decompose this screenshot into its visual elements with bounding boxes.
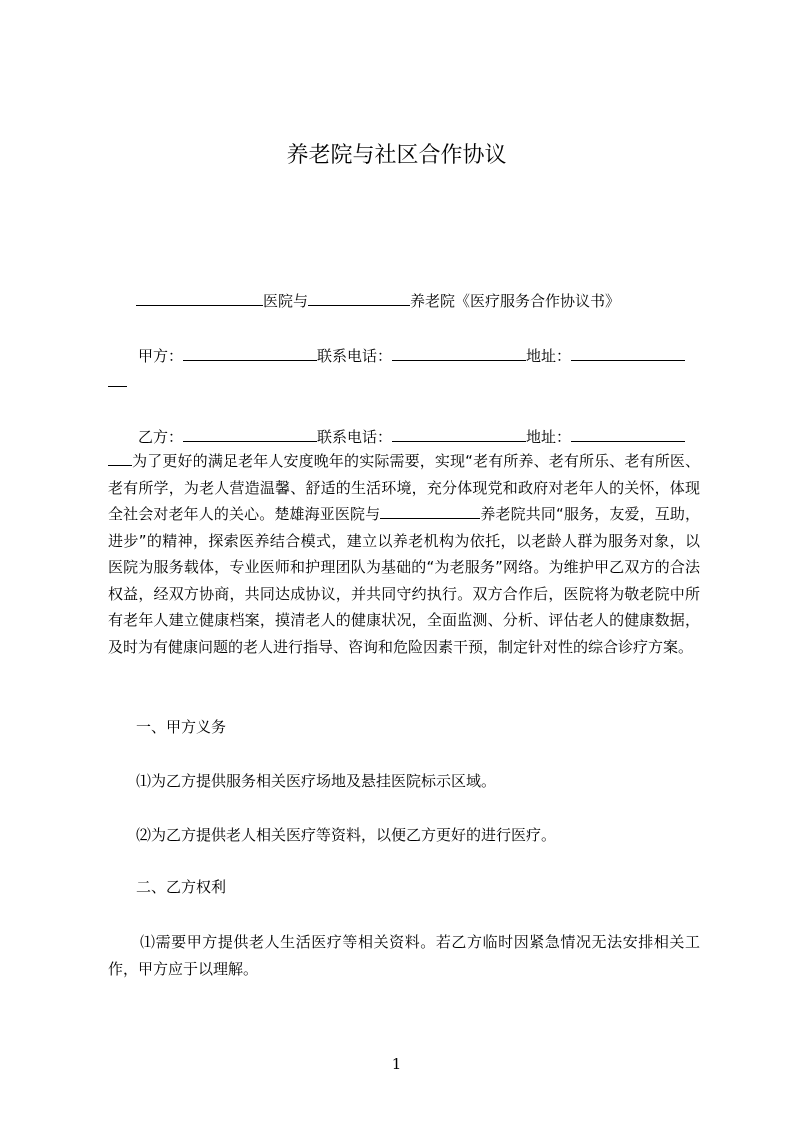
party-a-address-blank[interactable] xyxy=(571,346,685,361)
section-1-item-2: ⑵为乙方提供老人相关医疗等资料，以便乙方更好的进行医疗。 xyxy=(136,826,557,844)
section-2-heading: 二、乙方权利 xyxy=(136,878,227,896)
party-a-address-blank-cont xyxy=(108,372,128,391)
party-b-address-blank[interactable] xyxy=(571,427,685,442)
agreement-line xyxy=(136,291,700,310)
party-b-line xyxy=(138,427,700,446)
party-a-name-blank[interactable] xyxy=(183,346,317,361)
nursing-home-suffix: 养老院《医疗服务合作协议书》 xyxy=(410,292,621,310)
party-a-phone-label: 联系电话： xyxy=(317,347,393,365)
party-b-address-label: 地址： xyxy=(526,428,572,446)
section-1-heading: 一、甲方义务 xyxy=(136,718,227,736)
hospital-suffix: 医院与 xyxy=(263,292,309,310)
party-b-label: 乙方： xyxy=(138,428,184,446)
party-a-phone-blank[interactable] xyxy=(392,346,526,361)
section-1-item-1: ⑴为乙方提供服务相关医疗场地及悬挂医院标示区域。 xyxy=(136,772,497,790)
page-number: 1 xyxy=(391,1055,402,1073)
intro-text-1: 为了更好的满足老年人安度晚年的实际需要，实现“老有所养、老有所乐、老有所医、老有所学，为老人营造温馨、舒适的生活环境，充分体现党和政府对老年人的关怀，体现全社会对老年人的关心。楚雄海亚医院与 xyxy=(108,452,700,523)
party-a-address-blank-wrap[interactable] xyxy=(108,372,127,387)
party-a-label: 甲方： xyxy=(138,347,184,365)
intro-text-2: 养老院共同“服务，友爱，互助，进步”的精神，探索医养结合模式，建立以养老机构为依托，以老龄人群为服务对象，以医院为服务载体，专业医师和护理团队为基础的“为老服务”网络。为维护甲乙双方的合法权益，经双方协商，共同达成协议，并共同守约执行。双方合作后，医院将为敬老院中所有老年人建立健康档案，摸清老人的健康状况，全面监测、分析、评估老人的健康数据，及时为有健康问题的老人进行指导、咨询和危险因素干预，制定针对性的综合诊疗方案。 xyxy=(108,505,700,656)
hospital-name-blank[interactable] xyxy=(136,291,263,306)
nursing-home-blank-inline[interactable] xyxy=(380,504,480,519)
party-b-phone-label: 联系电话： xyxy=(317,428,393,446)
section-2-item-1: ⑴需要甲方提供老人生活医疗等相关资料。若乙方临时因紧急情况无法安排相关工作，甲方应于以理解。 xyxy=(108,933,700,978)
intro-paragraph xyxy=(108,448,700,660)
party-a-address-label: 地址： xyxy=(526,347,572,365)
party-a-line xyxy=(138,346,700,365)
party-b-phone-blank[interactable] xyxy=(392,427,526,442)
document-title: 养老院与社区合作协议 xyxy=(286,143,507,168)
party-b-address-blank-wrap[interactable] xyxy=(108,451,132,466)
party-b-name-blank[interactable] xyxy=(183,427,317,442)
nursing-home-name-blank[interactable] xyxy=(308,291,410,306)
